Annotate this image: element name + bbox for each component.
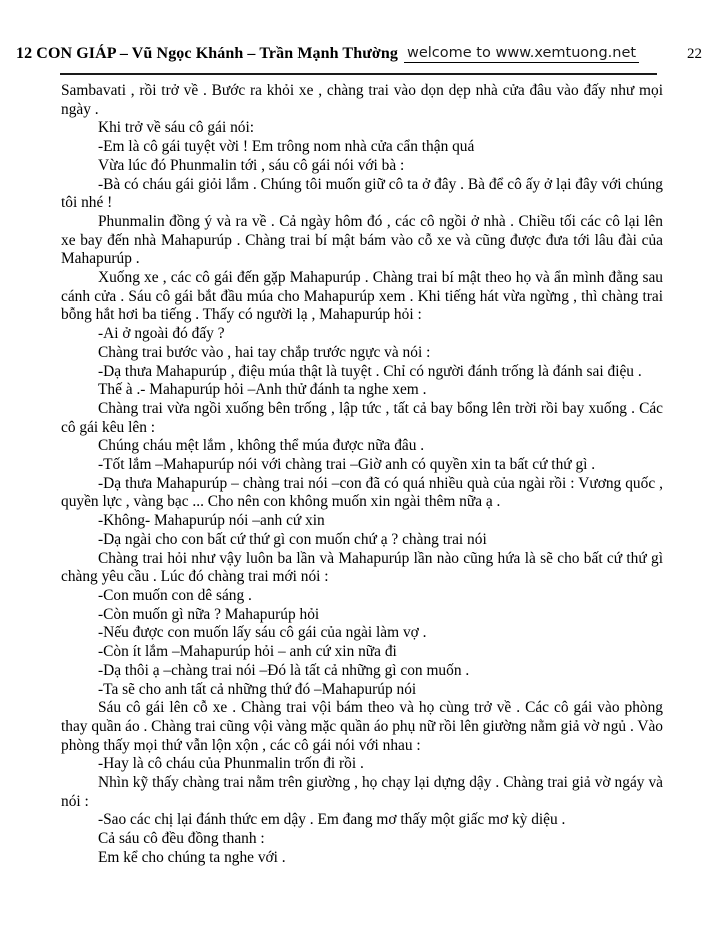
paragraph: Chàng trai hỏi như vậy luôn ba lần và Mahapurúp lần nào cũng hứa là sẽ cho bất cứ thứ gì chàng yêu cầu . Lúc đó chàng trai mới nói :	[61, 549, 663, 586]
paragraph: -Còn muốn gì nữa ? Mahapurúp hỏi	[98, 605, 320, 623]
header-divider	[60, 73, 657, 75]
paragraph: Chàng trai bước vào , hai tay chắp trước ngực và nói :	[98, 343, 431, 361]
paragraph: Sáu cô gái lên cỗ xe . Chàng trai vội bám theo và họ cùng trở về . Các cô gái vào phòng thay quần áo . Chàng trai cũng vội vàng mặc quần áo phụ nữ rồi lên giường nằm giả vờ ngủ . Vào phòng thấy mọi thứ vẫn lộn xộn , các cô gái nói với nhau :	[61, 699, 664, 754]
book-title: 12 CON GIÁP – Vũ Ngọc Khánh – Trần Mạnh Thường	[16, 45, 398, 62]
website-link[interactable]: welcome to www.xemtuong.net	[404, 45, 639, 63]
paragraph: Em kể cho chúng ta nghe với .	[98, 848, 286, 866]
paragraph: -Dạ thôi ạ –chàng trai nói –Đó là tất cả những gì con muốn .	[98, 661, 470, 679]
paragraph: -Hay là cô cháu của Phunmalin trốn đi rồi .	[98, 755, 364, 773]
paragraph: -Dạ ngài cho con bất cứ thứ gì con muốn chứ ạ ? chàng trai nói	[98, 530, 487, 548]
paragraph: -Dạ thưa Mahapurúp , điệu múa thật là tuyệt . Chỉ có người đánh trống là đánh sai điệu .	[98, 362, 642, 380]
page-number: 22	[687, 46, 702, 62]
paragraph: -Ai ở ngoài đó đấy ?	[98, 325, 225, 343]
paragraph: -Bà có cháu gái giỏi lắm . Chúng tôi muốn giữ cô ta ở đây . Bà để cô ấy ở lại đây với chúng tôi nhé !	[61, 175, 663, 212]
paragraph: Nhìn kỹ thấy chàng trai nằm trên giường , họ chạy lại dựng dậy . Chàng trai giả vờ ngáy và nói :	[61, 774, 663, 810]
paragraph: -Không- Mahapurúp nói –anh cứ xin	[98, 512, 325, 530]
paragraph: Thế à .- Mahapurúp hỏi –Anh thử đánh ta nghe xem .	[98, 381, 427, 399]
paragraph: Chàng trai vừa ngồi xuống bên trống , lập tức , tất cả bay bổng lên trời rồi bay xuống . Các cô gái kêu lên :	[61, 399, 663, 436]
paragraph: Khi trở về sáu cô gái nói:	[98, 119, 255, 137]
paragraph: Vừa lúc đó Phunmalin tới , sáu cô gái nói với bà :	[98, 156, 405, 174]
paragraph: -Con muốn con dê sáng .	[98, 586, 252, 604]
paragraph: Sambavati , rồi trở về . Bước ra khỏi xe , chàng trai vào dọn dẹp nhà cửa đâu vào đấy như mọi ngày .	[61, 82, 663, 118]
paragraph: Chúng cháu mệt lắm , không thể múa được nữa đâu .	[98, 437, 425, 455]
paragraph: Cả sáu cô đều đồng thanh :	[98, 830, 265, 848]
paragraph: -Sao các chị lại đánh thức em dậy . Em đang mơ thấy một giấc mơ kỳ diệu .	[98, 811, 566, 829]
paragraph: -Tốt lắm –Mahapurúp nói với chàng trai –Giờ anh có quyền xin ta bất cứ thứ gì .	[98, 456, 596, 474]
paragraph: -Còn ít lắm –Mahapurúp hỏi – anh cứ xin nữa đi	[98, 643, 397, 661]
paragraph: -Nếu được con muốn lấy sáu cô gái của ngài làm vợ .	[98, 624, 427, 642]
paragraph: -Dạ thưa Mahapurúp – chàng trai nói –con đã có quá nhiều quà của ngài rồi : Vương quốc , quyền lực , vàng bạc ... Cho nên con không muốn xin ngài thêm nữa ạ .	[61, 474, 663, 511]
story-text	[61, 82, 663, 868]
paragraph: -Ta sẽ cho anh tất cả những thứ đó –Mahapurúp nói	[98, 680, 417, 698]
paragraph: Phunmalin đồng ý và ra về . Cả ngày hôm đó , các cô ngồi ở nhà . Chiều tối các cô lại lên xe bay đến nhà Mahapurúp . Chàng trai bí mật bám vào cỗ xe và cũng được đưa tới lâu đài của Mahapurúp .	[61, 212, 663, 268]
paragraph: -Em là cô gái tuyệt vời ! Em trông nom nhà cửa cẩn thận quá	[98, 138, 475, 156]
paragraph: Xuống xe , các cô gái đến gặp Mahapurúp . Chàng trai bí mật theo họ và ẩn mình đằng sau cánh cửa . Sáu cô gái bắt đầu múa cho Mahapurúp xem . Khi tiếng hát vừa ngừng , thì chàng trai bỗng hắt hơi ba tiếng . Thấy có người lạ , Mahapurúp hỏi :	[61, 269, 663, 324]
